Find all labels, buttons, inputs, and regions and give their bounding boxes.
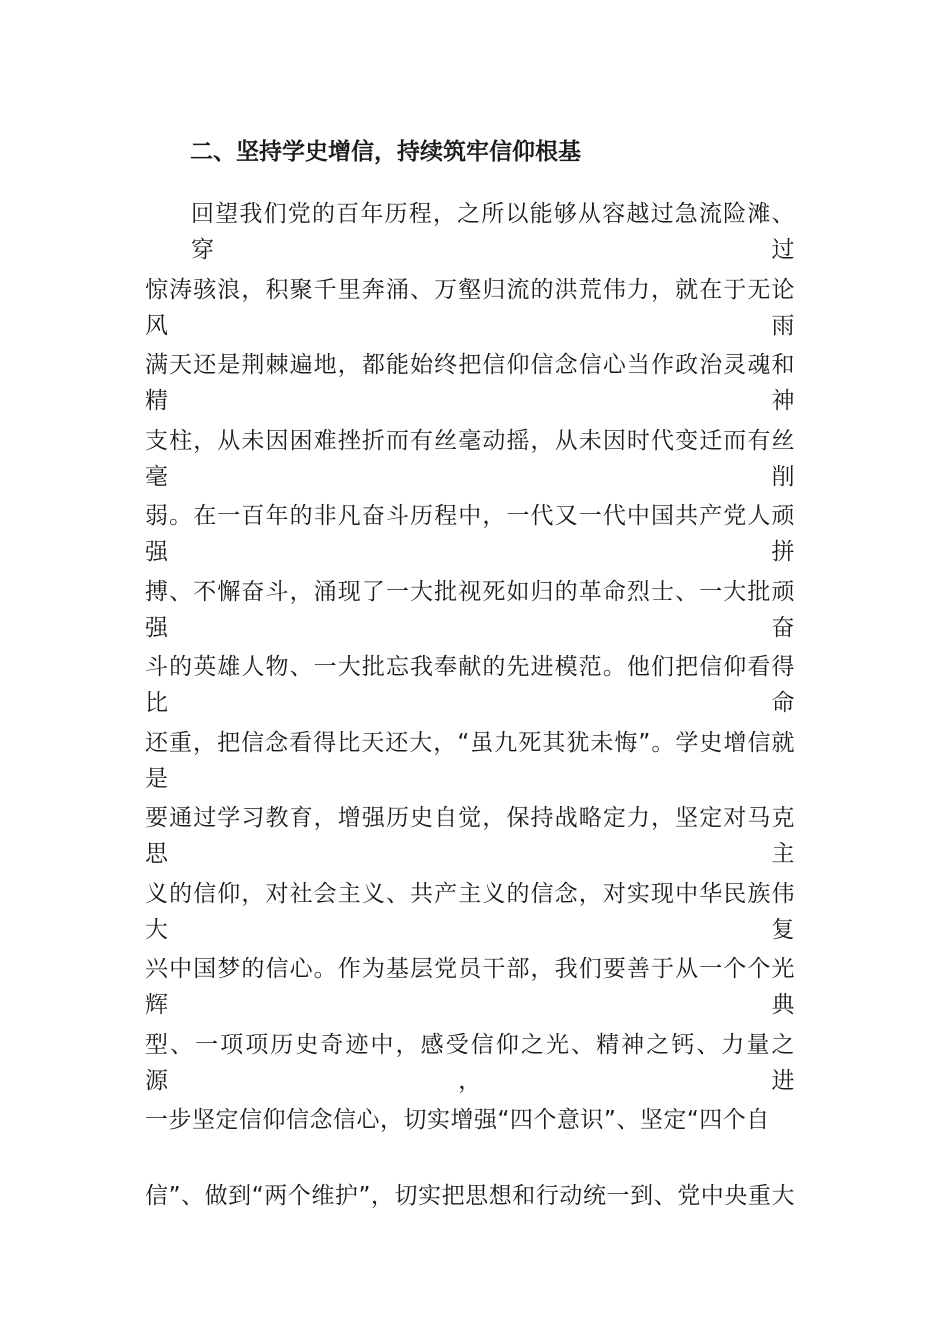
- paragraph-line: 还重，把信念看得比天还大，“虽九死其犹未悔”。学史增信就是: [145, 729, 795, 792]
- paragraph-line: 斗的英雄人物、一大批忘我奉献的先进模范。他们把信仰看得比命: [145, 654, 795, 716]
- paragraph-line: 弱。在一百年的非凡奋斗历程中，一代又一代中国共产党人顽强拼: [145, 503, 795, 565]
- paragraph-line: 兴中国梦的信心。作为基层党员干部，我们要善于从一个个光辉典: [145, 956, 795, 1018]
- paragraph-line: 搏、不懈奋斗，涌现了一大批视死如归的革命烈士、一大批顽强奋: [145, 578, 795, 641]
- paragraph-line: 惊涛骇浪，积聚千里奔涌、万壑归流的洪荒伟力，就在于无论风雨: [145, 276, 795, 339]
- paragraph-line: 义的信仰，对社会主义、共产主义的信念，对实现中华民族伟大复: [145, 880, 795, 943]
- paragraph-line: 回望我们党的百年历程，之所以能够从容越过急流险滩、穿过: [191, 201, 795, 263]
- section-heading: 二、坚持学史增信，持续筑牢信仰根基: [190, 139, 581, 165]
- paragraph-line: 要通过学习教育，增强历史自觉，保持战略定力，坚定对马克思主: [145, 805, 795, 867]
- paragraph-line: 信”、做到“两个维护”，切实把思想和行动统一到、党中央重大: [145, 1182, 795, 1209]
- paragraph-line: 支柱，从未因困难挫折而有丝毫动摇，从未因时代变迁而有丝毫削: [145, 427, 795, 490]
- body-paragraph: [145, 196, 795, 1253]
- paragraph-line: 型、一项项历史奇迹中，感受信仰之光、精神之钙、力量之源，进: [145, 1031, 795, 1094]
- paragraph-line: 满天还是荆棘遍地，都能始终把信仰信念信心当作政治灵魂和精神: [145, 352, 795, 414]
- paragraph-line: 一步坚定信仰信念信心，切实增强“四个意识”、坚定“四个自: [145, 1107, 770, 1133]
